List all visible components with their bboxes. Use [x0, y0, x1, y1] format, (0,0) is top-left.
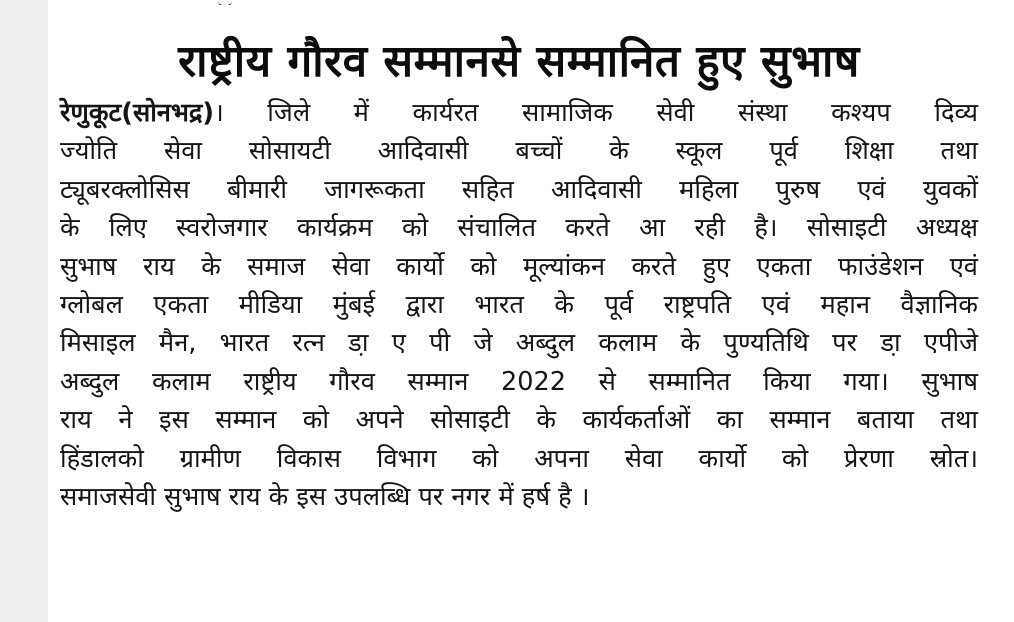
article-line-2: ज्योति सेवा सोसायटी आदिवासी बच्चों के स्कूल पूर्व शिक्षा तथा [60, 136, 978, 167]
article-dateline: रेणुकूट(सोनभद्र) [60, 98, 215, 128]
article-line-6: ग्लोबल एकता मीडिया मुंबई द्वारा भारत के पूर्व राष्ट्रपति एवं महान वैज्ञानिक [60, 290, 978, 321]
left-margin-strip [0, 0, 48, 622]
article-line-11: समाजसेवी सुभाष राय के इस उपलब्धि पर नगर में हर्ष है । [60, 482, 590, 513]
news-article [60, 30, 978, 516]
article-line-5: सुभाष राय के समाज सेवा कार्यो को मूल्यांकन करते हुए एकता फाउंडेशन एवं [60, 251, 978, 282]
article-line-10: हिंडालको ग्रामीण विकास विभाग को अपना सेवा कार्यो को प्रेरणा स्रोत। [60, 443, 978, 474]
article-line-8: अब्दुल कलाम राष्ट्रीय गौरव सम्मान 2022 से सम्मानित किया गया। सुभाष [60, 366, 978, 397]
article-line-1-text: । जिले में कार्यरत सामाजिक सेवी संस्था कश्यप दिव्य [214, 98, 978, 128]
article-line-1 [60, 94, 978, 132]
cropped-text-fragment [178, 0, 238, 5]
article-headline: राष्ट्रीय गौरव सम्मानसे सम्मानित हुए सुभाष [178, 36, 860, 87]
article-line-3: ट्यूबरक्लोसिस बीमारी जागरूकता सहित आदिवासी महिला पुरुष एवं युवकों [60, 174, 978, 205]
article-line-9: राय ने इस सम्मान को अपने सोसाइटी के कार्यकर्ताओं का सम्मान बताया तथा [60, 405, 978, 436]
article-body [60, 94, 978, 516]
article-line-7: मिसाइल मैन, भारत रत्न डा़ ए पी जे अब्दुल कलाम के पुण्यतिथि पर डा़ एपीजे [60, 328, 978, 359]
article-line-4: के लिए स्वरोजगार कार्यक्रम को संचालित करते आ रही है। सोसाइटी अध्यक्ष [60, 213, 978, 244]
